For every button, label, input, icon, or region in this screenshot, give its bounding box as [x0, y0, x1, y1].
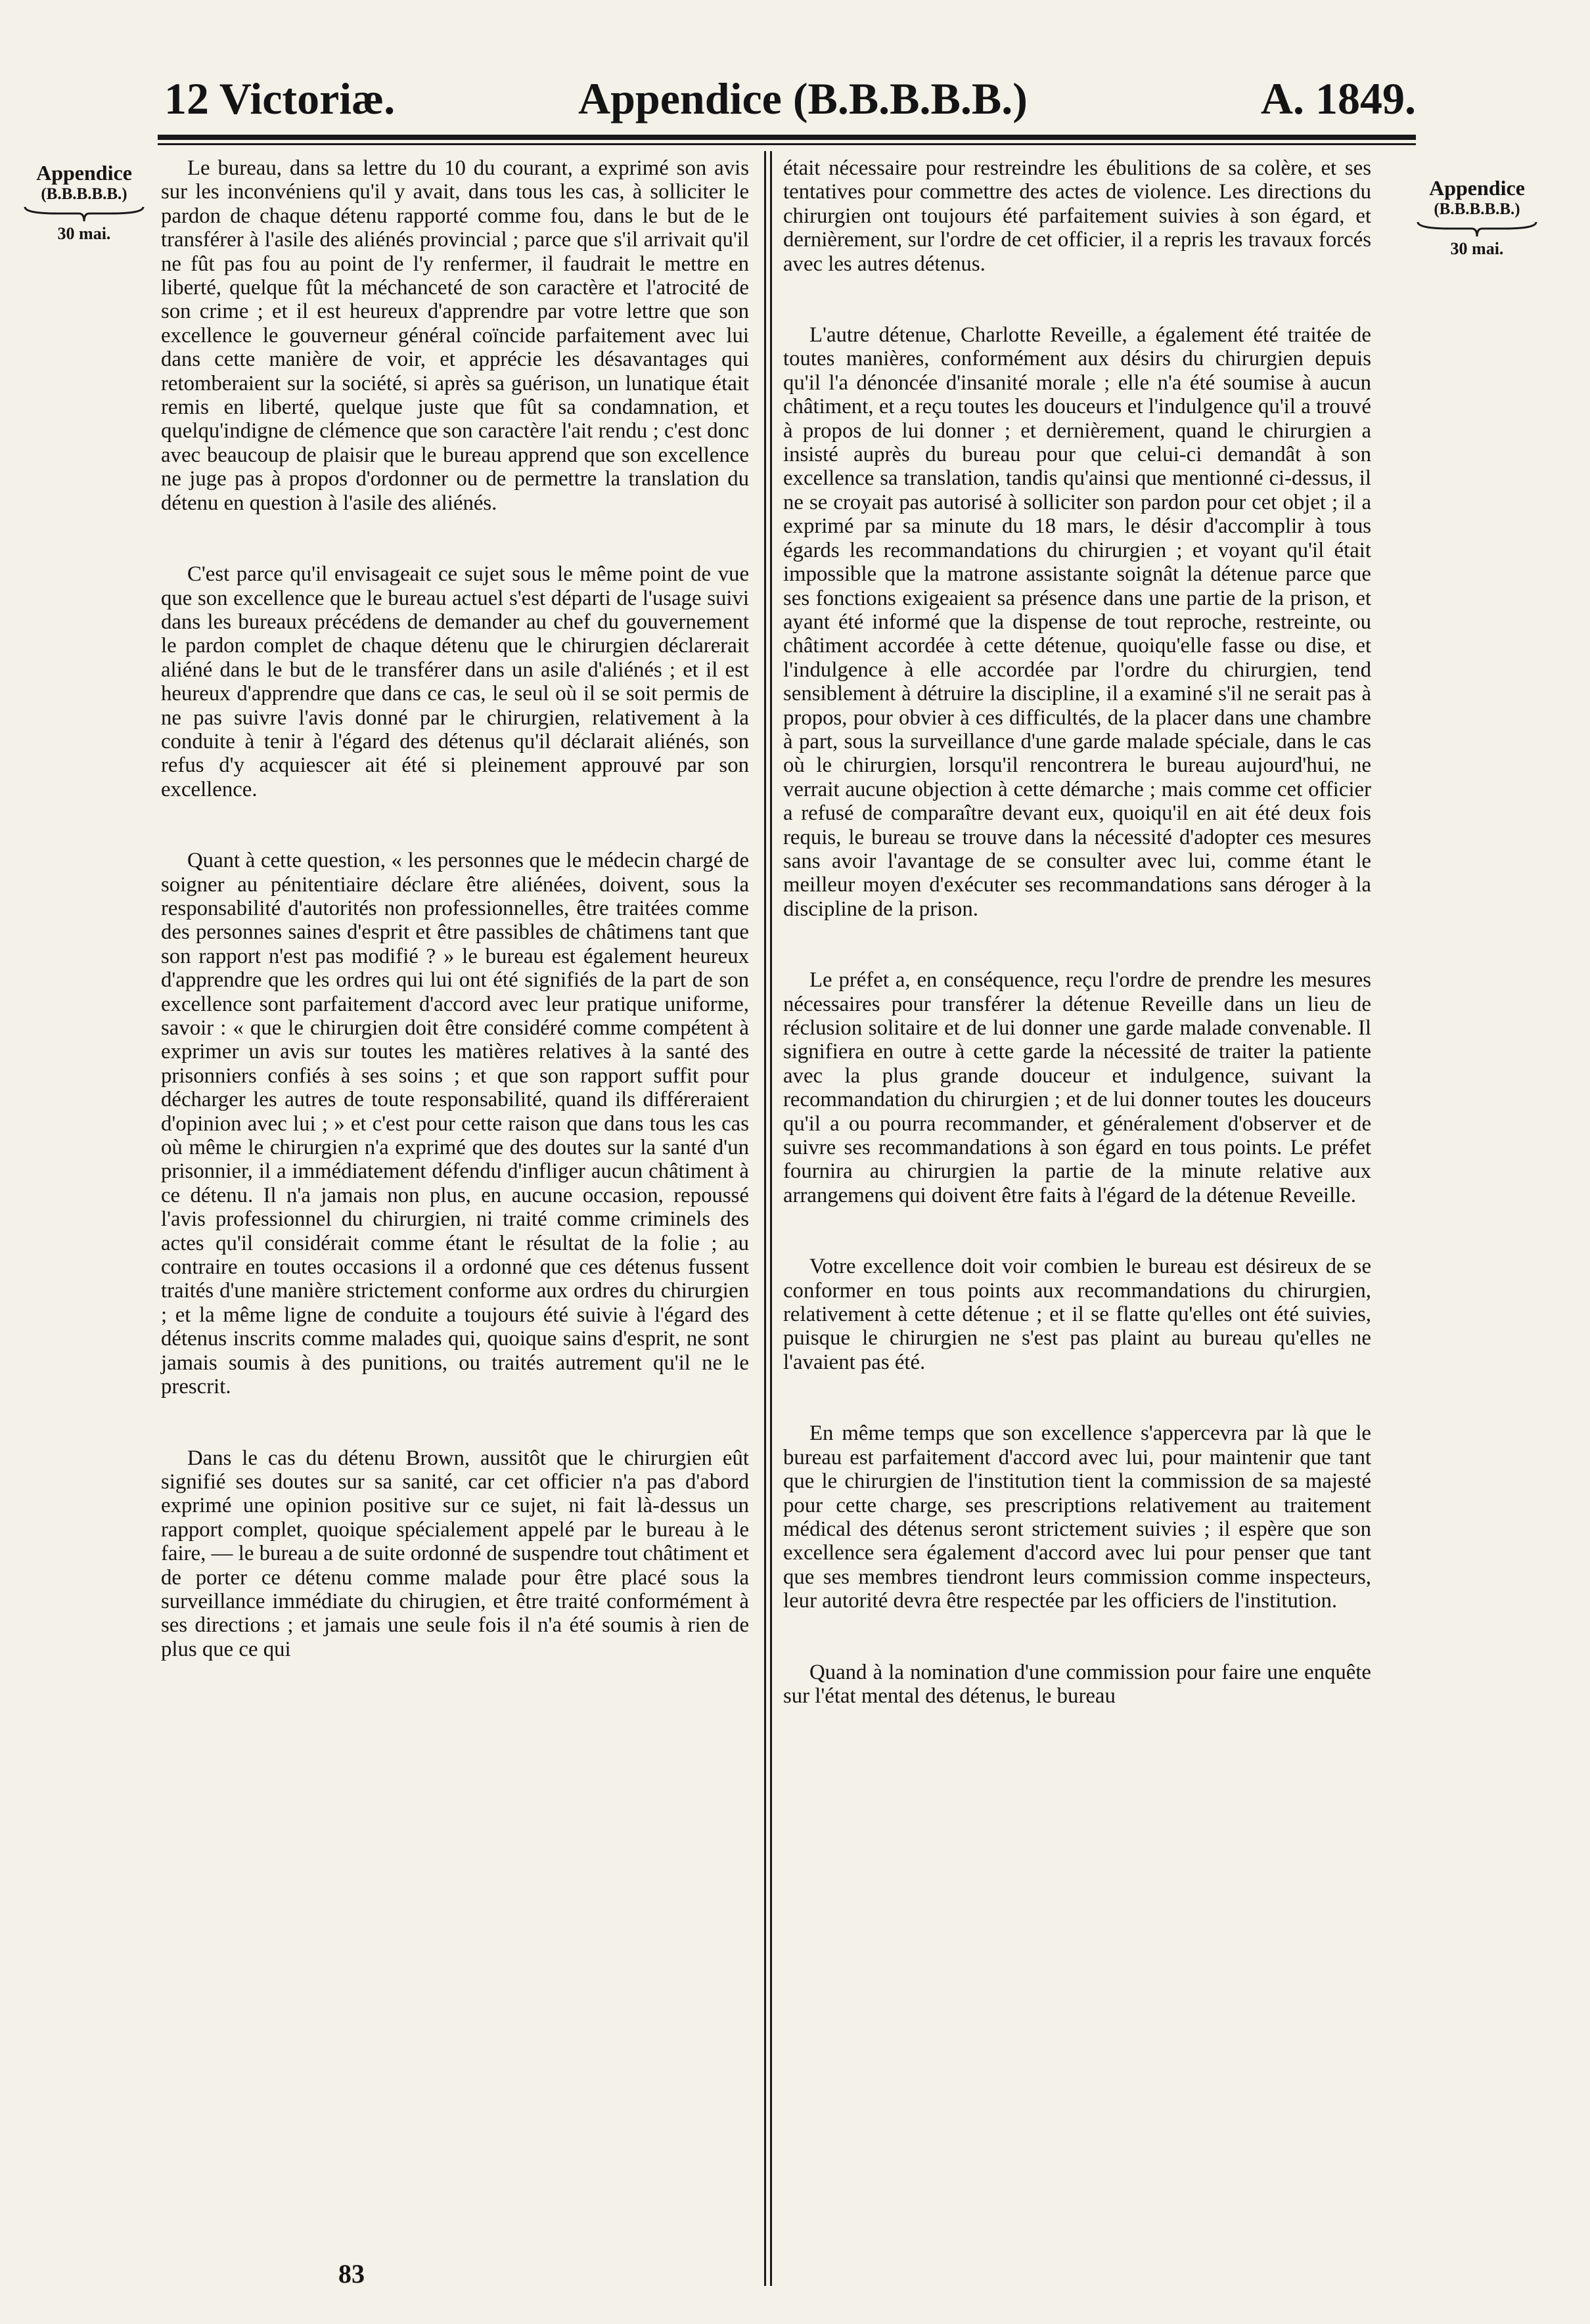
- header-rule-thick: [158, 135, 1416, 140]
- paragraph: Le préfet a, en conséquence, reçu l'ordre de prendre les mesures nécessaires pour transférer la détenue Reveille dans un lieu de réclusion solitaire et de lui donner une garde malade convenable. Il signifiera en outre à cette garde la nécessité de traiter la patiente avec la plus grande douceur et indulgence, suivant la recommandation du chirurgien ; et de lui donner toutes les douceurs qu'il a ou pourra recommander, et généralement d'observer et de suivre ses recommandations à son égard en tous points. Le préfet fournira au chirurgien la partie de la minute relative aux arrangemens qui doivent être faits à l'égard de la détenue Reveille.: [783, 968, 1371, 1207]
- header-session: 12 Victoriæ.: [164, 74, 396, 123]
- right-column: [783, 156, 1371, 1755]
- margin-note-code: (B.B.B.B.B.): [41, 185, 127, 203]
- page-header: [158, 69, 1416, 128]
- margin-note-date: 30 mai.: [57, 224, 111, 243]
- paragraph: Quand à la nomination d'une commission pour faire une enquête sur l'état mental des détenus, le bureau: [783, 1660, 1371, 1708]
- paragraph-continued: était nécessaire pour restreindre les ébulitions de sa colère, et ses tentatives pour commettre des actes de violence. Les directions du chirurgien ont toujours été parfaitement suivies à son égard, et dernièrement, sur l'ordre de cet officier, il a repris les travaux forcés avec les autres détenus.: [783, 156, 1371, 276]
- header-year: A. 1849.: [1260, 74, 1416, 123]
- header-appendix: Appendice (B.B.B.B.B.): [578, 74, 1028, 123]
- left-column: [161, 156, 749, 1709]
- paragraph: L'autre détenue, Charlotte Reveille, a également été traitée de toutes manières, conformément aux désirs du chirurgien depuis qu'il l'a dénoncée d'insanité morale ; elle n'a été soumise à aucun châtiment, et a reçu toutes les douceurs et l'indulgence qu'il a trouvé à propos de lui donner ; et dernièrement, quand le chirurgien a insisté auprès du bureau pour que celui-ci demandât à son excellence sa translation, tandis qu'ainsi que mentionné ci-dessus, il ne se croyait pas autorisé à solliciter son pardon pour cet objet ; il a exprimé par sa minute du 18 mars, le désir d'accomplir à tous égards les recommandations du chirurgien ; et voyant qu'il était impossible que la matrone assistante soignât la détenue parce que ses fonctions exigeaient sa présence dans une partie de la prison, et ayant été informé que la dispense de tout reproche, restreinte, ou châtiment accordée à cette détenue, quoiqu'elle fasse ou dise, et l'indulgence à elle accordée par l'ordre du chirurgien, tend sensiblement à détruire la discipline, il a examiné s'il ne serait pas à propos, pour obvier à ces difficultés, de la placer dans une chambre à part, sous la surveillance d'une garde malade spéciale, dans le cas où le chirurgien, lorsqu'il rencontrera le bureau aujourd'hui, ne verrait aucune objection à cette démarche ; mais comme cet officier a refusé de comparaître devant eux, quoiqu'il en ait été deux fois requis, le bureau se trouve dans la nécessité d'adopter ces mesures sans avoir l'avantage de se consulter avec lui, comme étant le meilleur moyen d'exécuter ses recommandations sans déroger à la discipline de la prison.: [783, 323, 1371, 921]
- paragraph: C'est parce qu'il envisageait ce sujet sous le même point de vue que son excellence que le bureau actuel s'est départi de l'usage suivi dans les bureaux précédens de demander au chef du gouvernement le pardon complet de chaque détenu que le chirurgien déclarerait aliéné dans le but de le transférer dans un asile d'aliénés ; et il est heureux d'apprendre que dans ce cas, le seul où il se soit permis de ne pas suivre l'avis donné par le chirurgien, relativement à la conduite à tenir à l'égard des détenus qu'il déclarait aliénés, son refus d'y acquiescer ait été si pleinement approuvé par son excellence.: [161, 562, 749, 801]
- paragraph: En même temps que son excellence s'appercevra par là que le bureau est parfaitement d'accord avec lui, pour maintenir que tant que le chirurgien de l'institution tient la commission de sa majesté pour cette charge, ses prescriptions relativement au traitement médical des détenus seront strictement suivies ; il espère que son excellence sera également d'accord avec lui pour penser que tant que ses membres tiendront leurs commission comme inspecteurs, leur autorité devra être respectée par les officiers de l'institution.: [783, 1421, 1371, 1613]
- margin-note-date: 30 mai.: [1450, 239, 1504, 258]
- margin-note-code: (B.B.B.B.B.): [1434, 200, 1520, 218]
- page-number: 83: [338, 2259, 365, 2289]
- paragraph: Dans le cas du détenu Brown, aussitôt que le chirurgien eût signifié ses doutes sur sa sanité, car cet officier n'a pas d'abord exprimé une opinion positive sur ce sujet, ni fait là-dessus un rapport complet, quoique spécialement appelé par le bureau à le faire, — le bureau a de suite ordonné de suspendre tout châtiment et de porter ce détenu comme malade pour être placé sous la surveillance immédiate du chirugien, et être traité conformément à ses directions ; et jamais une seule fois il n'a été soumis à rien de plus que ce qui: [161, 1446, 749, 1661]
- margin-note-title: Appendice: [1429, 176, 1525, 200]
- paragraph: Quant à cette question, « les personnes que le médecin chargé de soigner au pénitentiaire déclare être aliénées, doivent, sous la responsabilité d'autorités non professionnelles, être traitées comme des personnes saines d'esprit et être passibles de châtimens tant que son rapport n'est pas modifié ? » le bureau est également heureux d'apprendre que les ordres qui lui ont été signifiés de la part de son excellence sont parfaitement d'accord avec leur pratique uniforme, savoir : « que le chirurgien doit être considéré comme compétent à exprimer un avis sur toutes les matières relatives à la santé des prisonniers confiés à ses soins ; et que son rapport suffit pour décharger les autres de toute responsabilité, quand ils différeraient d'opinion avec lui ; » et c'est pour cette raison que dans tous les cas où même le chirurgien n'a exprimé que des doutes sur la santé d'un prisonnier, il a immédiatement défendu d'infliger aucun châtiment à ce détenu. Il n'a jamais non plus, en aucune occasion, repoussé l'avis professionnel du chirurgien, ni traité comme criminels des actes qu'il considérait comme étant le résultat de la folie ; au contraire en toutes occasions il a ordonné que ces détenus fussent traités d'une manière strictement conforme aux ordres du chirurgien ; et la même ligne de conduite a toujours été suivie à l'égard des détenus inscrits comme malades qui, quoique sains d'esprit, ne sont jamais soumis à des punitions, ou traités autrement qu'il ne le prescrit.: [161, 849, 749, 1399]
- column-divider-right: [770, 151, 772, 2286]
- paragraph: Le bureau, dans sa lettre du 10 du courant, a exprimé son avis sur les inconvéniens qu'il y avait, dans tous les cas, à solliciter le pardon de chaque détenu rapporté comme fou, dans le but de le transférer à l'asile des aliénés provincial ; parce que s'il arrivait qu'il ne fût pas fou au point de l'y renfermer, il faudrait le mettre en liberté, quelque fût la méchanceté de son caractère et l'atrocité de son crime ; et il est heureux d'apprendre par votre lettre que son excellence le gouverneur général coïncide parfaitement avec lui dans cette manière de voir, et apprécie les désavantages qui retomberaient sur la société, si après sa guérison, un lunatique était remis en liberté, quelque juste que fût sa condamnation, et quelqu'indigne de clémence que son caractère l'ait rendu ; c'est donc avec beaucoup de plaisir que le bureau apprend que son excellence ne juge pas à propos d'ordonner ou de permettre la translation du détenu en question à l'asile des aliénés.: [161, 156, 749, 515]
- brace-icon: [18, 204, 150, 224]
- brace-icon: [1411, 219, 1543, 239]
- paragraph: Votre excellence doit voir combien le bureau est désireux de se conformer en tous points aux recommandations du chirurgien, relativement à cette détenue ; et il se flatte qu'elles ont été suivies, puisque le chirurgien ne s'est pas plaint au bureau qu'elles ne l'avaient pas été.: [783, 1255, 1371, 1374]
- margin-note-right: [1411, 176, 1543, 259]
- margin-note-left: [18, 161, 150, 244]
- column-divider-left: [764, 151, 766, 2286]
- margin-note-title: Appendice: [36, 161, 132, 185]
- header-rule-thin: [158, 143, 1416, 145]
